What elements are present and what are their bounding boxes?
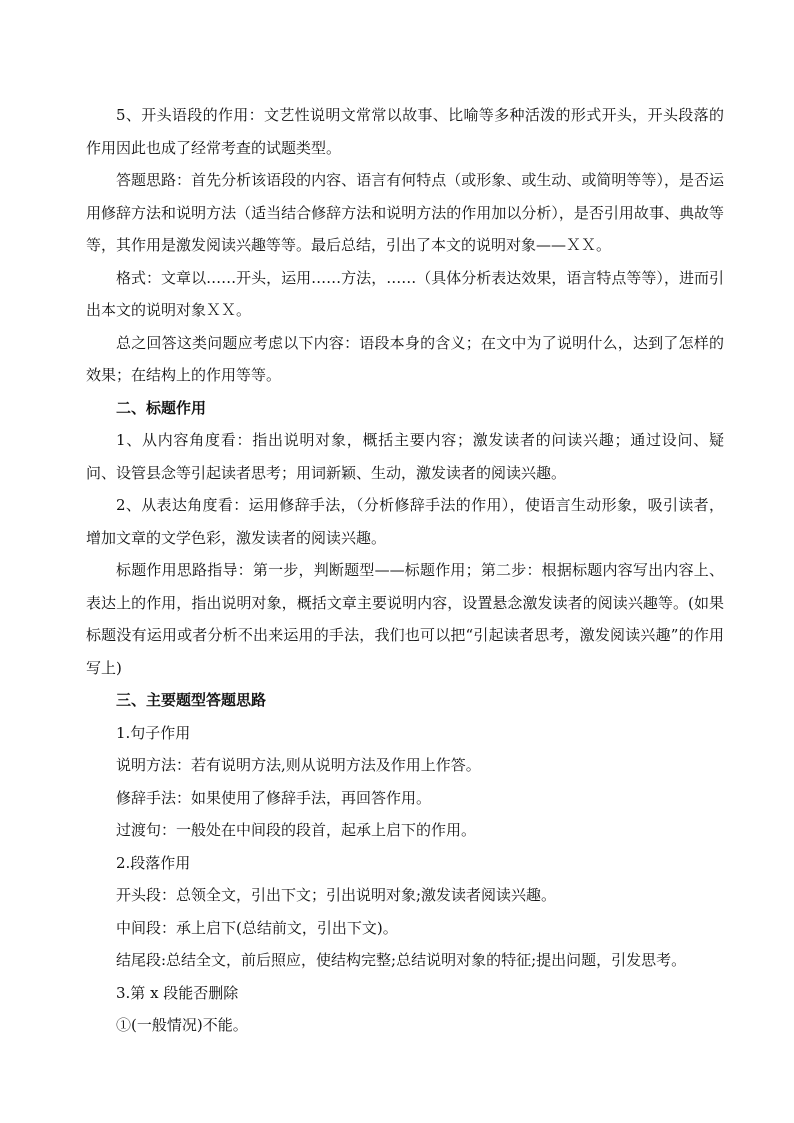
paragraph-answer-approach: 答题思路：首先分析该语段的内容、语言有何特点（或形象、或生动、或简明等等），是否运用修辞方法和说明方法（适当结合修辞方法和说明方法的作用加以分析），是否引用故事、典故等等，其作用是激发阅读兴趣等等。最后总结，引出了本文的说明对象——ＸＸ。 (86, 171, 724, 254)
document-body (86, 99, 724, 1042)
paragraph-content-angle: 1、从内容角度看：指出说明对象，概括主要内容；激发读者的问读兴趣；通过设问、疑问、设管县念等引起读者思考；用词新颖、生动，激发读者的阅读兴趣。 (86, 431, 724, 482)
paragraph-format: 格式：文章以……开头，运用……方法，……（具体分析表达效果，语言特点等等），进而引出本文的说明对象ＸＸ。 (86, 268, 724, 319)
paragraph-title-guidance: 标题作用思路指导：第一步，判断题型——标题作用；第二步：根据标题内容写出内容上、表达上的作用，指出说明对象，概括文章主要说明内容，设置悬念激发读者的阅读兴趣等。(如果标题没有运用或者分析不出来运用的手法，我们也可以把“引起读者思考，激发阅读兴趣”的作用写上) (86, 561, 724, 677)
subheading-can-paragraph-be-deleted: 3.第 x 段能否删除 (116, 983, 239, 1002)
paragraph-middle-paragraph: 中间段：承上启下(总结前文，引出下文)。 (116, 918, 398, 937)
paragraph-summary: 总之回答这类问题应考虑以下内容：语段本身的含义；在文中为了说明什么，达到了怎样的效果；在结构上的作用等等。 (86, 333, 724, 384)
section-heading-main-question-types: 三、主要题型答题思路 (116, 691, 267, 709)
subheading-sentence-function: 1.句子作用 (116, 723, 191, 742)
paragraph-rhetorical-device: 修辞手法：如果使用了修辞手法，再回答作用。 (116, 788, 432, 807)
section-heading-title-function: 二、标题作用 (116, 398, 207, 417)
paragraph-ending-paragraph: 结尾段:总结全文，前后照应，使结构完整;总结说明对象的特征;提出问题，引发思考。 (116, 951, 687, 969)
paragraph-expression-angle: 2、从表达角度看：运用修辞手法，（分析修辞手法的作用），使语言生动形象，吸引读者，增加文章的文学色彩，激发读者的阅读兴趣。 (86, 496, 724, 547)
paragraph-opening-paragraph: 开头段：总领全文，引出下文；引出说明对象;激发读者阅读兴趣。 (116, 886, 557, 904)
paragraph-general-case: ①(一般情况)不能。 (116, 1016, 248, 1034)
subheading-paragraph-function: 2.段落作用 (116, 853, 191, 872)
paragraph-opening-section-function: 5、开头语段的作用：文艺性说明文常常以故事、比喻等多种活泼的形式开头，开头段落的作用因此也成了经常考查的试题类型。 (86, 106, 724, 157)
paragraph-explanation-method: 说明方法：若有说明方法,则从说明方法及作用上作答。 (116, 756, 481, 774)
paragraph-transition-sentence: 过渡句：一般处在中间段的段首，起承上启下的作用。 (116, 821, 477, 839)
